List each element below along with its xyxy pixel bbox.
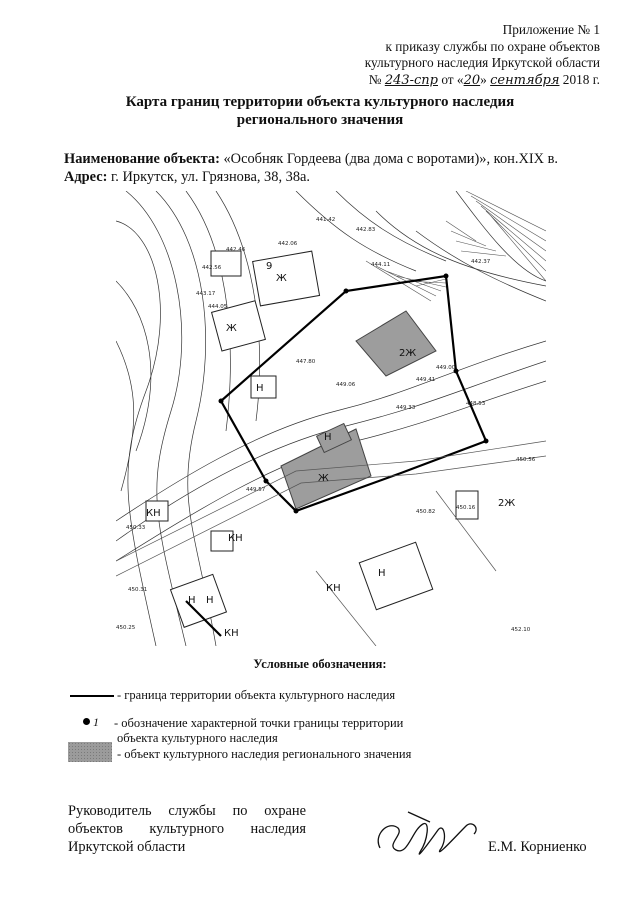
legend-boundary-text: - граница территории объекта культурного наследия (117, 688, 396, 702)
svg-text:449.06: 449.06 (336, 382, 356, 388)
label-zh-2: Ж (226, 323, 237, 334)
svg-text:442.56: 442.56 (202, 265, 222, 271)
label-zh-1: Ж (276, 273, 287, 284)
label-n-5: Н (206, 595, 214, 606)
appendix-block (365, 22, 600, 89)
svg-text:450.56: 450.56 (516, 457, 536, 463)
label-kn-4: КН (326, 583, 341, 594)
date-year: 2018 г. (562, 71, 600, 87)
signatory-line-2: объектов культурного наследия (68, 821, 306, 837)
signatory-title (68, 802, 306, 856)
signatory-name: Е.М. Корниенко (488, 839, 587, 855)
object-name-row (64, 150, 624, 168)
boundary-map (116, 191, 546, 646)
label-nine: 9 (266, 261, 273, 272)
svg-text:449.33: 449.33 (396, 405, 416, 411)
svg-text:441.42: 441.42 (316, 217, 336, 223)
org-line: культурного наследия Иркутской области (364, 55, 600, 70)
label-n-3: Н (378, 568, 386, 579)
svg-text:442.83: 442.83 (356, 227, 376, 233)
label-n-1: Н (256, 383, 264, 394)
title-line-2: регионального значения (236, 112, 404, 128)
svg-text:450.33: 450.33 (126, 525, 146, 531)
legend-title: Условные обозначения: (253, 657, 387, 671)
title-line-1: Карта границ территории объекта культурного наследия (125, 94, 515, 110)
legend-boundary-swatch (70, 695, 114, 697)
legend-point-text-1: - обозначение характерной точки границы территории (114, 716, 404, 730)
label-kn-3: КН (224, 628, 239, 639)
legend-point-text-2: объекта культурного наследия (117, 731, 278, 745)
object-address-value: г. Иркутск, ул. Грязнова, 38, 38а. (111, 169, 311, 185)
signatory-line-1: Руководитель службы по охране (68, 803, 306, 819)
label-kn-1: КН (146, 508, 161, 519)
label-zh-3: Ж (318, 473, 329, 484)
svg-text:450.16: 450.16 (456, 505, 476, 511)
date-from: от « (441, 71, 464, 87)
handwritten-signature (368, 800, 488, 870)
signatory-line-3: Иркутской области (68, 839, 186, 855)
date-mid: » (480, 71, 487, 87)
svg-text:452.10: 452.10 (511, 627, 531, 633)
svg-text:447.80: 447.80 (296, 359, 316, 365)
label-2zh-2: 2Ж (498, 498, 516, 509)
svg-text:450.25: 450.25 (116, 625, 136, 631)
svg-text:442.46: 442.46 (226, 247, 246, 253)
label-n-4: Н (188, 595, 196, 606)
label-2zh: 2Ж (399, 348, 417, 359)
document-title (0, 93, 640, 129)
label-kn-2: КН (228, 533, 243, 544)
object-address-label: Адрес: (64, 169, 108, 185)
date-day: 20 (463, 72, 481, 88)
svg-text:448.53: 448.53 (466, 401, 486, 407)
label-n-2: Н (324, 432, 332, 443)
svg-text:442.06: 442.06 (278, 241, 298, 247)
object-address-row (64, 168, 624, 186)
number-prefix: № (368, 71, 382, 87)
legend-object-text: - объект культурного наследия регионального значения (117, 747, 412, 761)
appendix-line: Приложение № 1 (502, 22, 600, 37)
order-line: к приказу службы по охране объектов (385, 38, 600, 54)
legend-point-number: 1 (93, 715, 99, 729)
svg-text:450.82: 450.82 (416, 509, 436, 515)
order-number-line (365, 72, 600, 90)
object-name-label: Наименование объекта: (64, 151, 220, 167)
date-month: сентября (490, 72, 560, 88)
svg-text:450.31: 450.31 (128, 587, 148, 593)
svg-text:449.41: 449.41 (416, 377, 436, 383)
svg-text:444.05: 444.05 (208, 304, 228, 310)
svg-text:449.00: 449.00 (436, 365, 456, 371)
object-info (64, 150, 624, 186)
svg-text:444.11: 444.11 (371, 262, 391, 268)
legend-object-swatch (68, 742, 112, 762)
legend-point-icon (83, 718, 90, 725)
svg-text:449.57: 449.57 (246, 487, 266, 493)
svg-text:442.37: 442.37 (471, 259, 491, 265)
order-number: 243-спр (384, 72, 438, 88)
object-name-value: «Особняк Гордеева (два дома с воротами)», кон.XIX в. (223, 151, 559, 167)
svg-text:443.17: 443.17 (196, 291, 216, 297)
